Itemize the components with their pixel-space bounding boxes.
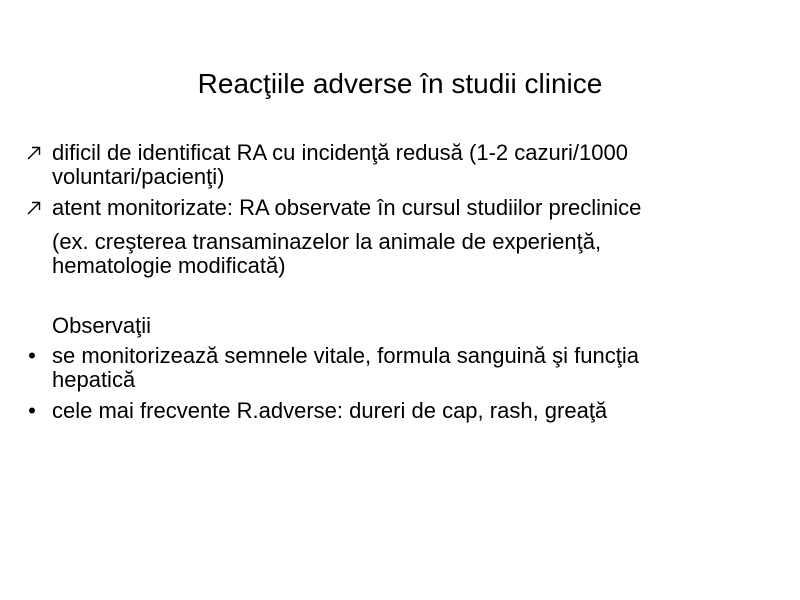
arrow-list-item (52, 141, 782, 189)
arrow-item-line: atent monitorizate: RA observate în cursul studiilor preclinice (52, 195, 642, 220)
bullet-dot: • (28, 398, 36, 423)
arrow-up-right-icon (22, 196, 46, 220)
example-line: (ex. creşterea transaminazelor la animale de experienţă, (52, 229, 602, 254)
bullet-item-line: cele mai frecvente R.adverse: dureri de cap, rash, greaţă (52, 398, 608, 423)
arrow-list-item (52, 196, 782, 220)
arrow-item-line: voluntari/pacienţi) (52, 164, 225, 189)
bullet-dot: • (28, 343, 36, 368)
arrow-up-right-icon (22, 141, 46, 165)
bullet-item-line: se monitorizează semnele vitale, formula sanguină şi funcţia (52, 343, 639, 368)
slide-title: Reacţiile adverse în studii clinice (197, 68, 603, 99)
bullet-list-item (28, 398, 782, 423)
example-line: hematologie modificată) (52, 253, 286, 278)
observations-heading: Observaţii (52, 313, 152, 338)
example-paragraph (52, 230, 782, 278)
arrow-item-line: dificil de identificat RA cu incidenţă redusă (1-2 cazuri/1000 (52, 140, 628, 165)
bullet-item-line: hepatică (52, 367, 136, 392)
bullet-list-item (28, 343, 782, 392)
